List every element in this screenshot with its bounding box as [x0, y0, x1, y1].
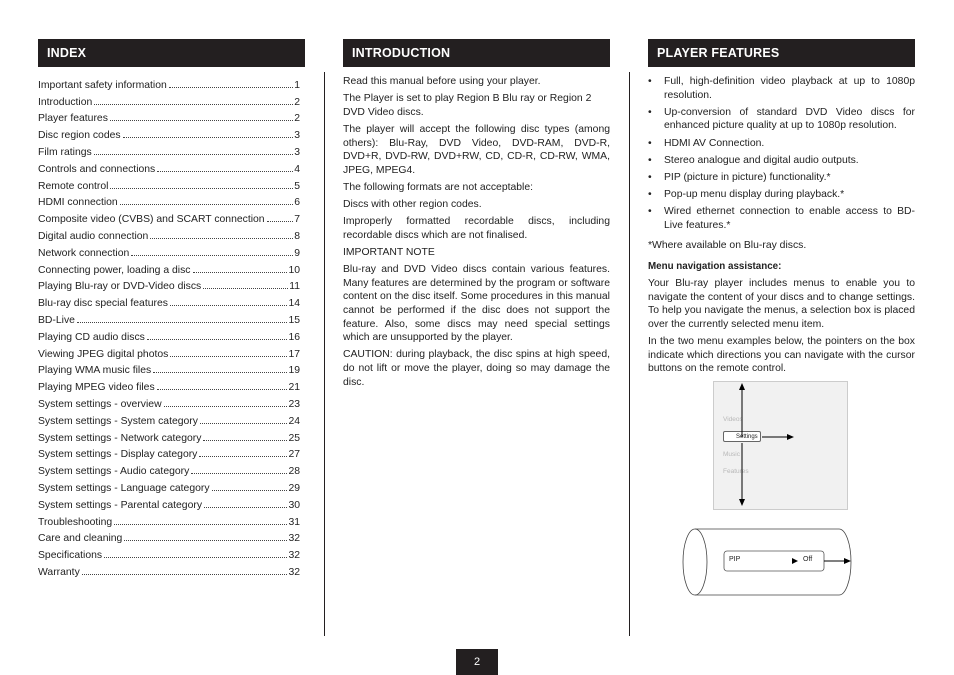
page-number: 2 — [456, 649, 498, 675]
toc-entry — [38, 494, 300, 511]
toc-entry — [38, 309, 300, 326]
toc-entry-label: System settings - Display category — [38, 449, 198, 461]
toc-entry-label: Viewing JPEG digital photos — [38, 348, 169, 360]
pip-cylinder-icon — [681, 528, 853, 596]
toc-entry-page: 31 — [288, 516, 300, 528]
table-of-contents — [38, 74, 300, 578]
toc-leader-dots — [114, 524, 287, 525]
toc-leader-dots — [124, 540, 287, 541]
toc-leader-dots — [170, 305, 287, 306]
toc-leader-dots — [199, 456, 287, 457]
intro-paragraph: IMPORTANT NOTE — [343, 247, 435, 259]
toc-entry-label: System settings - overview — [38, 398, 162, 410]
toc-leader-dots — [123, 137, 294, 138]
toc-entry-page: 25 — [288, 432, 300, 444]
toc-entry-page: 17 — [288, 348, 300, 360]
column-divider — [324, 72, 325, 636]
toc-entry — [38, 158, 300, 175]
toc-entry — [38, 208, 300, 225]
introduction-section — [343, 39, 610, 67]
toc-leader-dots — [203, 440, 287, 441]
toc-entry — [38, 376, 300, 393]
toc-entry-page: 27 — [288, 449, 300, 461]
intro-paragraph: The following formats are not acceptable: — [343, 181, 534, 193]
toc-entry — [38, 292, 300, 309]
toc-entry-page: 32 — [288, 550, 300, 562]
toc-entry-label: Disc region codes — [38, 130, 121, 142]
toc-entry — [38, 427, 300, 444]
introduction-body — [343, 75, 610, 393]
toc-entry-page: 3 — [294, 130, 300, 142]
toc-leader-dots — [153, 372, 287, 373]
features-heading: PLAYER FEATURES — [648, 39, 915, 67]
index-section — [38, 39, 305, 67]
toc-entry — [38, 124, 300, 141]
toc-entry-page: 7 — [294, 214, 300, 226]
toc-entry-page: 9 — [294, 247, 300, 259]
toc-leader-dots — [104, 557, 287, 558]
toc-entry-page: 11 — [289, 281, 300, 293]
toc-entry-page: 2 — [294, 96, 300, 108]
toc-entry-label: System settings - System category — [38, 415, 198, 427]
toc-leader-dots — [267, 221, 294, 222]
toc-entry — [38, 528, 300, 545]
toc-entry-label: Important safety information — [38, 79, 167, 91]
feature-item: • Up-conversion of standard DVD Video discs for enhanced picture quality at up to 1080p resolution. — [648, 106, 915, 133]
toc-entry-label: Playing MPEG video files — [38, 382, 155, 394]
toc-leader-dots — [94, 104, 293, 105]
toc-entry-page: 23 — [288, 398, 300, 410]
intro-paragraph: CAUTION: during playback, the disc spins at high speed, do not lift or move the player, doing so may damage the disc. — [343, 349, 610, 388]
toc-entry-label: Playing Blu-ray or DVD-Video discs — [38, 281, 202, 293]
toc-entry — [38, 460, 300, 477]
toc-entry-label: Playing WMA music files — [38, 365, 152, 377]
toc-entry-label: HDMI connection — [38, 197, 118, 209]
toc-leader-dots — [212, 490, 288, 491]
intro-paragraph: The Player is set to play Region B Blu ray or Region 2 DVD Video discs. — [343, 93, 592, 118]
introduction-heading: INTRODUCTION — [343, 39, 610, 67]
toc-entry-label: System settings - Network category — [38, 432, 202, 444]
toc-entry-page: 2 — [294, 113, 300, 125]
toc-leader-dots — [157, 389, 288, 390]
menu-navigation-paragraph: Your Blu-ray player includes menus to enable you to navigate the content of your discs and to change settings. To help you navigate the menus, a selection box is placed over the currently selected menu item. — [648, 278, 915, 331]
toc-leader-dots — [147, 339, 288, 340]
feature-item: • Stereo analogue and digital audio outputs. — [648, 154, 915, 168]
toc-entry-page: 28 — [288, 466, 300, 478]
toc-leader-dots — [204, 507, 287, 508]
toc-leader-dots — [77, 322, 287, 323]
toc-entry-label: Player features — [38, 113, 108, 125]
toc-entry-page: 3 — [294, 146, 300, 158]
toc-entry-page: 6 — [294, 197, 300, 209]
toc-entry — [38, 393, 300, 410]
toc-entry — [38, 91, 300, 108]
toc-entry-label: Specifications — [38, 550, 103, 562]
features-body — [648, 75, 915, 380]
toc-entry — [38, 410, 300, 427]
toc-entry-page: 30 — [288, 499, 300, 511]
toc-entry — [38, 343, 300, 360]
index-heading: INDEX — [38, 39, 305, 67]
toc-leader-dots — [191, 473, 287, 474]
feature-item: • HDMI AV Connection. — [648, 137, 915, 151]
intro-paragraph: The player will accept the following disc types (among others): Blu-Ray, DVD Video, DVD-RAM, DVD-R, DVD+R, DVD-RW, DVD+RW, CD, CD-R, CD-RW, WMA, JPEG, MPEG4. — [343, 123, 610, 176]
feature-item: • Pop-up menu display during playback.* — [648, 188, 915, 202]
menu-item-music: Music — [723, 451, 740, 458]
toc-entry-label: Playing CD audio discs — [38, 331, 145, 343]
menu-item-features: Features — [723, 468, 749, 475]
menu-example-figure — [713, 381, 848, 510]
pip-value: Off — [803, 556, 813, 563]
toc-entry — [38, 276, 300, 293]
intro-paragraph: Discs with other region codes. — [343, 199, 482, 211]
toc-entry-page: 14 — [288, 298, 300, 310]
toc-leader-dots — [170, 356, 287, 357]
pip-label: PIP — [729, 556, 741, 563]
toc-entry-page: 16 — [288, 331, 300, 343]
toc-entry — [38, 192, 300, 209]
toc-leader-dots — [200, 423, 287, 424]
toc-entry-label: Network connection — [38, 247, 130, 259]
toc-entry-page: 4 — [294, 163, 300, 175]
column-divider — [629, 72, 630, 636]
intro-paragraph: Read this manual before using your player. — [343, 76, 541, 87]
toc-leader-dots — [203, 288, 288, 289]
toc-entry-page: 8 — [294, 230, 300, 242]
toc-entry — [38, 175, 300, 192]
intro-paragraph: Improperly formatted recordable discs, including recordable discs which are not finalised. — [343, 216, 610, 241]
feature-item: • Full, high-definition video playback at up to 1080p resolution. — [648, 75, 915, 102]
toc-leader-dots — [157, 171, 293, 172]
toc-entry-label: Care and cleaning — [38, 533, 123, 545]
menu-item-videos: Videos — [723, 416, 743, 423]
toc-entry — [38, 511, 300, 528]
features-list — [648, 75, 915, 233]
toc-entry — [38, 259, 300, 276]
toc-entry — [38, 544, 300, 561]
toc-entry-page: 5 — [294, 180, 300, 192]
toc-entry-page: 32 — [288, 533, 300, 545]
toc-entry-page: 10 — [288, 264, 300, 276]
feature-item: • PIP (picture in picture) functionality.* — [648, 171, 915, 185]
menu-navigation-paragraph: In the two menu examples below, the pointers on the box indicate which directions you can navigate with the cursor buttons on the remote control. — [648, 336, 915, 375]
toc-leader-dots — [82, 574, 288, 575]
feature-item: • Wired ethernet connection to enable access to BD-Live features.* — [648, 205, 915, 232]
toc-entry-label: Film ratings — [38, 146, 92, 158]
toc-leader-dots — [110, 188, 293, 189]
toc-entry — [38, 360, 300, 377]
toc-entry-page: 24 — [288, 415, 300, 427]
toc-entry-page: 29 — [288, 482, 300, 494]
features-footnote: *Where available on Blu-ray discs. — [648, 239, 807, 251]
toc-entry-label: Troubleshooting — [38, 516, 113, 528]
toc-leader-dots — [164, 406, 288, 407]
toc-leader-dots — [120, 204, 294, 205]
toc-entry-page: 21 — [288, 382, 300, 394]
navigation-arrows-icon — [714, 382, 847, 509]
pip-example-figure — [681, 528, 853, 596]
toc-entry-label: System settings - Audio category — [38, 466, 190, 478]
toc-entry-label: Remote control — [38, 180, 109, 192]
toc-entry-page: 19 — [288, 365, 300, 377]
toc-entry-label: BD-Live — [38, 314, 75, 326]
menu-navigation-subheading: Menu navigation assistance: — [648, 261, 782, 273]
intro-paragraph: Blu-ray and DVD Video discs contain various features. Many features are determined by the program or software content on the disc itself. Some procedures in this manual cannot be performed if the disc does not support the feature. Also, some discs may need special settings which are unsupported by the player. — [343, 264, 610, 344]
toc-entry — [38, 225, 300, 242]
features-section — [648, 39, 915, 67]
toc-entry-label: Warranty — [38, 566, 80, 578]
toc-entry — [38, 108, 300, 125]
toc-leader-dots — [131, 255, 293, 256]
toc-entry — [38, 477, 300, 494]
toc-leader-dots — [94, 154, 294, 155]
toc-entry — [38, 326, 300, 343]
toc-entry-page: 15 — [288, 314, 300, 326]
toc-entry-label: System settings - Language category — [38, 482, 210, 494]
toc-entry-page: 1 — [294, 79, 300, 91]
toc-entry — [38, 444, 300, 461]
toc-entry — [38, 74, 300, 91]
toc-entry-label: Digital audio connection — [38, 230, 149, 242]
toc-entry-label: Connecting power, loading a disc — [38, 264, 191, 276]
toc-entry-label: Blu-ray disc special features — [38, 298, 168, 310]
toc-leader-dots — [150, 238, 293, 239]
toc-entry-label: Introduction — [38, 96, 93, 108]
toc-leader-dots — [110, 120, 293, 121]
toc-entry — [38, 141, 300, 158]
toc-leader-dots — [193, 272, 288, 273]
toc-entry-label: System settings - Parental category — [38, 499, 203, 511]
menu-item-settings: Settings — [736, 434, 758, 440]
toc-entry-label: Controls and connections — [38, 163, 156, 175]
toc-leader-dots — [169, 87, 293, 88]
toc-entry — [38, 561, 300, 578]
toc-entry-page: 32 — [288, 566, 300, 578]
toc-entry-label: Composite video (CVBS) and SCART connection — [38, 214, 265, 226]
toc-entry — [38, 242, 300, 259]
